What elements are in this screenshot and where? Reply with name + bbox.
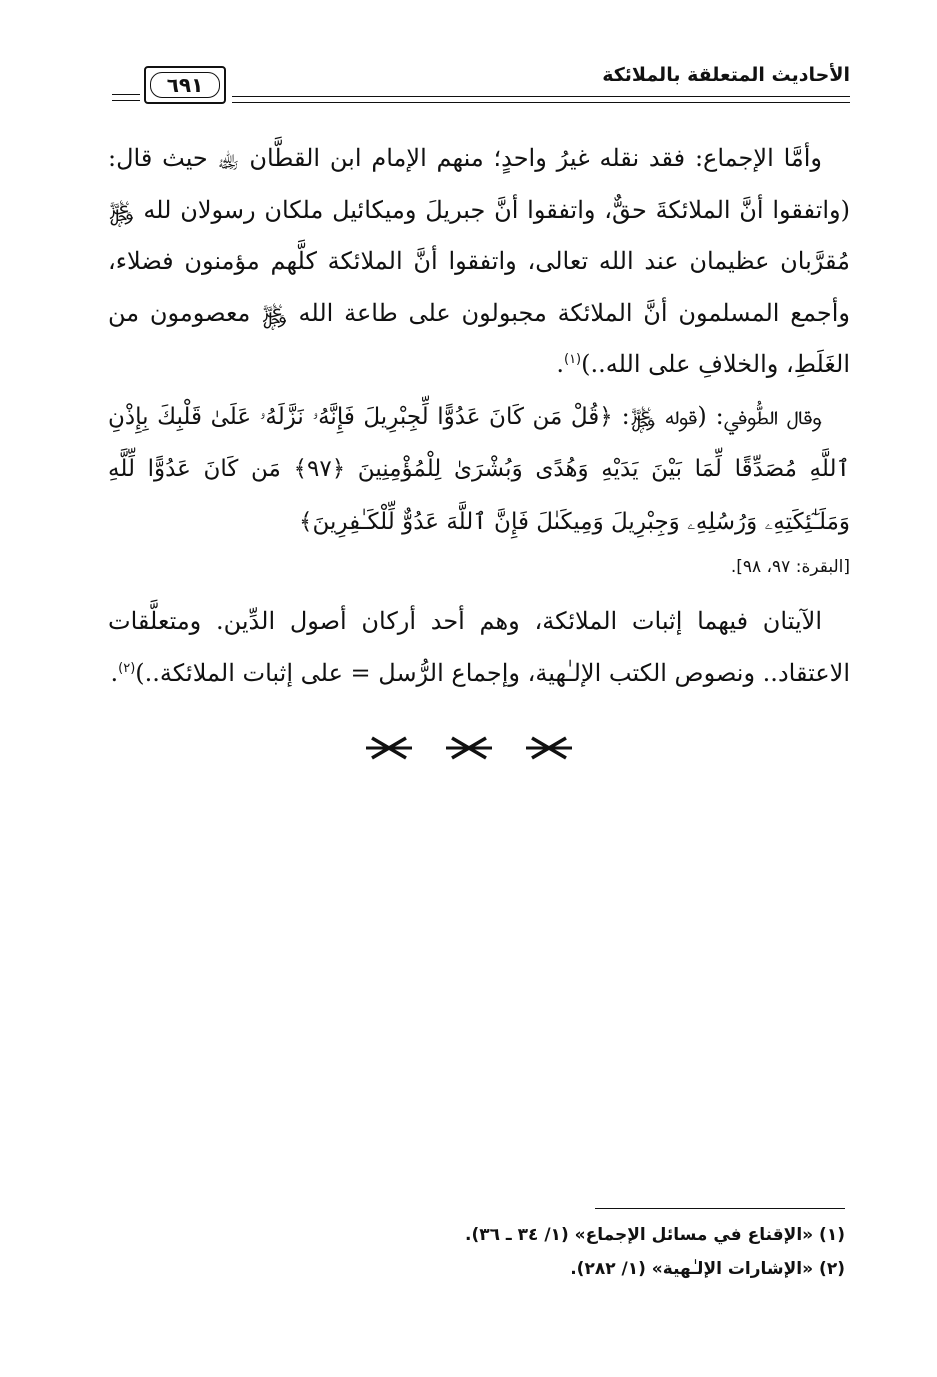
footnote-2 <box>345 1252 845 1286</box>
paragraph-ayatan-text: الآيتان فيهما إثبات الملائكة، وهم أحد أركان أصول الدِّين. ومتعلَّقات الاعتقاد.. ونصوص الكتب الإلـٰهية، وإجماع الرُّسل = على إثبات الملائكة..) <box>108 607 850 687</box>
running-title: الأحاديث المتعلقة بالملائكة <box>602 64 850 86</box>
header-rule-left-bottom <box>112 100 140 101</box>
page-number: ٦٩١ <box>150 72 220 98</box>
footnote-1 <box>345 1218 845 1252</box>
footnote-separator <box>595 1208 845 1209</box>
footnote-ref-2[interactable]: (٢) <box>118 660 136 676</box>
page-number-frame <box>144 66 226 104</box>
paragraph-tufi <box>108 391 850 583</box>
quran-verse: ﴿قُلْ مَن كَانَ عَدُوًّا لِّجِبْرِيلَ فَإِنَّهُۥ نَزَّلَهُۥ عَلَىٰ قَلْبِكَ بِإِذْنِ ٱللَّهِ مُصَدِّقًا لِّمَا بَيْنَ يَدَيْهِ وَهُدًى وَبُشْرَىٰ لِلْمُؤْمِنِينَ ﴿٩٧﴾ مَن كَانَ عَدُوًّا لِّلَّهِ وَمَلَـٰٓئِكَتِهِۦ وَرُسُلِهِۦ وَجِبْرِيلَ وَمِيكَىٰلَ فَإِنَّ ٱللَّهَ عَدُوٌّ لِّلْكَـٰفِرِينَ﴾ <box>108 403 850 535</box>
surah-citation: [البقرة: ٩٧، ٩٨]. <box>730 557 850 577</box>
paragraph-ijma <box>108 133 850 391</box>
paragraph-ayatan-end: . <box>110 658 119 687</box>
footnote-number: (٢) <box>819 1259 845 1279</box>
ornament-icon <box>444 734 494 762</box>
footnote-text: «الإشارات الإلـٰهية» (١/ ٢٨٢). <box>570 1259 814 1279</box>
header-rule-bottom <box>232 102 850 103</box>
ornament-icon <box>524 734 574 762</box>
footnote-ref-1[interactable]: (١) <box>563 352 582 367</box>
paragraph-tufi-intro: وقال الطُّوفي: (قوله ﷿: <box>612 401 822 430</box>
header-rule-left-top <box>112 94 140 95</box>
footnotes <box>345 1218 845 1286</box>
footnote-text: «الإقناع في مسائل الإجماع» (١/ ٣٤ ـ ٣٦). <box>464 1225 814 1245</box>
ornament-icon <box>364 734 414 762</box>
section-divider-ornament <box>0 734 937 762</box>
page-header <box>112 62 850 114</box>
paragraph-ijma-end: . <box>556 350 564 378</box>
main-text <box>108 133 850 699</box>
header-rule-top <box>232 96 850 97</box>
paragraph-ijma-text: وأمَّا الإجماع: فقد نقله غيرُ واحدٍ؛ منهم الإمام ابن القطَّان ﵀ حيث قال: (واتفقوا أنَّ الملائكةَ حقٌّ، واتفقوا أنَّ جبريلَ وميكائيل ملكان رسولان لله ﷿ مُقرَّبان عظيمان عند الله تعالى، واتفقوا أنَّ الملائكة كلَّهم مؤمنون فضلاء، وأجمع المسلمون أنَّ الملائكة مجبولون على طاعة الله ﷿ معصومون من الغَلَطِ، والخلافِ على الله..) <box>108 144 850 378</box>
footnote-number: (١) <box>819 1225 845 1245</box>
paragraph-ayatan <box>108 596 850 699</box>
